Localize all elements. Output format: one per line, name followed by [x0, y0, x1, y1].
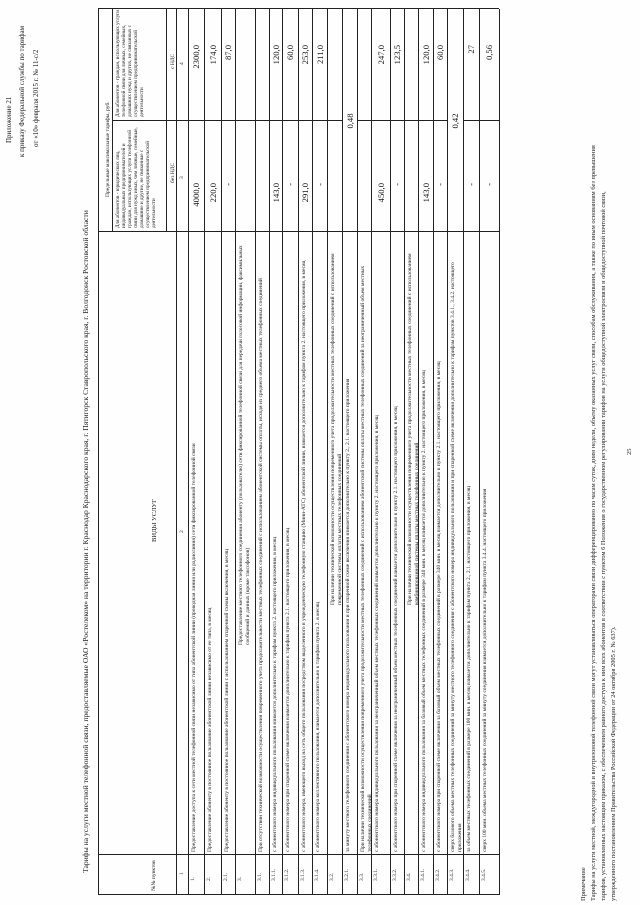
value-without-vat: 0,48	[344, 113, 355, 129]
column-divider	[188, 120, 204, 121]
row-service-text: При наличии технической возможности осуществления повременного учета продолжительности местных телефонных соединений с использованием комбинированной системы оплаты местных телефонных соединений	[406, 253, 420, 605]
appendix-label: Приложение 21	[5, 96, 13, 143]
header-divider	[176, 9, 177, 895]
note-line-2: тарифов, установленных настоящим приказом, с обеспечением равного доступа к ним всех абонентов в соответствии с пунктом 6 Положения о государственном регулировании тарифов на услуги общедоступной электросвязи и общедоступной почтовой связи,	[600, 191, 607, 901]
column-divider	[463, 120, 479, 121]
row-service-text: с абонентского номера при спаренной схеме включения взимается дополнительно к тарифам пункта 2.1. настоящего приложения, в месяц	[284, 527, 291, 852]
row-number: 3.1.	[256, 872, 263, 881]
row-service-text: с абонентского номера индивидуального пользования за базовый объем местных телефонных соединений в размере 340 мин. в месяц взимается дополнительно к пункту 2. настоящего приложения, в месяц	[420, 370, 427, 852]
row-divider	[390, 9, 391, 895]
row-divider	[499, 9, 500, 895]
row-number: 3.4.3.	[448, 868, 455, 881]
row-service-text: за минуту местного телефонного соединения с абонентского номера индивидуального пользования и при спаренной схеме включения взимается дополнительно к пункту 2., 2.1. настоящего приложения	[344, 378, 351, 852]
row-number: 3.4.2.	[434, 868, 441, 881]
row-number: 3.4.	[405, 872, 412, 881]
value-without-vat: 220,0	[207, 183, 218, 203]
column-divider	[418, 120, 433, 121]
value-without-vat: -	[223, 183, 233, 186]
row-service-text: с абонентского номера, имеющего выход на сеть общего пользования посредством выделенного в учрежденческую телефонную станцию (Мини-АТС) абонентской линии, взимается дополнительно к тарифам пункта 2. настоящего приложения, в месяц	[300, 260, 307, 852]
row-divider	[479, 9, 480, 895]
col-number-3: 3	[179, 176, 185, 179]
row-number: 2.	[205, 876, 212, 881]
row-divider	[371, 9, 372, 895]
row-divider	[447, 9, 448, 895]
value-with-vat: 2300,0	[191, 45, 201, 69]
value-with-vat: 247,0	[375, 45, 386, 65]
order-date-number: от «10» февраля 2015 г. № 11-с/2	[32, 49, 40, 147]
tariff-group-header: Предельные максимальные тарифы, руб.	[105, 101, 111, 197]
row-number: 3.4.5.	[480, 868, 487, 881]
row-number: 3.3.	[358, 872, 365, 881]
value-without-vat: -	[466, 183, 476, 186]
row-number: 3.4.1.	[419, 868, 426, 881]
row-divider	[357, 9, 358, 895]
row-number: 3.3.1.	[372, 868, 379, 881]
row-service-text: с абонентского номера при спаренной схеме включения за неограниченный объем местных телефонных соединений взимается дополнительно к пункту 2.1. настоящего приложения, в месяц	[392, 406, 399, 852]
col3-subheader: без НДС	[170, 162, 176, 183]
row-divider	[298, 9, 299, 895]
col-num-header: №№ пунктов	[151, 860, 157, 891]
row-number: 3.4.4.	[464, 868, 471, 881]
order-reference: к приказу Федеральной службы по тарифам	[18, 25, 26, 157]
row-number: 3.1.3.	[299, 868, 306, 881]
row-number: 3.2.	[328, 872, 335, 881]
value-without-vat: -	[285, 183, 295, 186]
row-number: 3.1.1.	[270, 868, 277, 881]
col-number-4: 4	[179, 62, 185, 65]
column-divider	[390, 120, 404, 121]
row-divider	[255, 9, 256, 895]
row-divider	[282, 9, 283, 895]
row-divider	[269, 9, 270, 895]
value-with-vat: 123,5	[392, 45, 402, 65]
value-without-vat: 4000,0	[191, 183, 201, 207]
row-number: 3.1.4.	[313, 868, 320, 881]
table-border-left	[98, 894, 499, 895]
value-with-vat: 120,0	[420, 45, 431, 65]
value-with-vat: 27	[466, 45, 476, 54]
row-service-text: Предоставление доступа к сети местной телефонной связи независимо от типа абонентской линии (проводная линия или радиолиния) сети фиксированной телефонной связи	[190, 443, 197, 852]
row-divider	[188, 9, 189, 895]
column-divider	[235, 120, 255, 121]
column-divider	[255, 120, 269, 121]
col-service-header: ВИДЫ УСЛУГ	[151, 499, 158, 542]
column-divider	[404, 120, 418, 121]
column-divider	[433, 120, 447, 121]
value-without-vat: 450,0	[375, 183, 386, 203]
value-with-vat: 174,0	[207, 45, 218, 65]
row-number: 3.	[236, 876, 243, 881]
value-without-vat: -	[435, 183, 445, 186]
note-title: Примечание	[580, 867, 587, 901]
note-line-3: утвержденного постановлением Правительства Российской Федерации от 24 октября 2005 г. № 637).	[610, 626, 617, 901]
col3-header: Для абонентов - юридических лиц, индивидуальных предпринимателей и граждан, использующих услуги телефонной связи для нужд иных, чем личные, семейные, домашние и другие, не связанные с осуществлением предпринимательской деятельности	[115, 127, 157, 228]
row-service-text: Предоставление абоненту в постоянное пользование абонентской линии с использованием спаренной схемы включения, в месяц	[223, 549, 230, 852]
value-without-vat: -	[314, 183, 325, 186]
row-number: 1.	[189, 876, 196, 881]
row-service-text: Предоставление местного телефонного соединения абоненту (пользователю) сети фиксированной телефонной связи для передачи голосовой информации, факсимильных сообщений и данных (кроме таксофонов)	[237, 245, 251, 645]
row-service-text: с абонентского номера коллективного пользования, взимается дополнительно к тарифам пункта 2. в месяц	[314, 601, 321, 852]
row-service-text: Предоставление абоненту в постоянное пользование абонентской линии независимо от ее типа, в месяц	[206, 607, 213, 852]
value-without-vat: 291,0	[300, 183, 310, 203]
col-number-1: 1	[179, 872, 185, 875]
row-number: 2.1.	[222, 872, 229, 881]
value-without-vat: 143,0	[420, 183, 431, 203]
column-divider	[282, 120, 298, 121]
column-divider	[479, 120, 499, 121]
row-divider	[204, 9, 205, 895]
row-service-text: При наличии технической возможности осуществления повременного учета продолжительности местных телефонных соединений с использованием абонентской системы оплаты местных телефонных соединений за неограниченный объем местных телефонных соединений	[359, 265, 373, 852]
column-divider	[112, 120, 188, 121]
row-service-text: за объем местных телефонных соединений в размере 100 мин. в месяц взимается дополнительно к тарифам пункта 2., 2.1. настоящего приложения, в месяц	[465, 486, 472, 852]
row-divider	[312, 9, 313, 895]
row-divider	[221, 9, 222, 895]
column-divider	[98, 854, 499, 855]
column-divider	[357, 120, 371, 121]
row-divider	[235, 9, 236, 895]
col4-subheader: с НДС	[170, 53, 176, 69]
column-divider	[327, 120, 342, 121]
column-divider	[298, 120, 312, 121]
value-without-vat: 143,0	[270, 183, 281, 203]
column-divider	[371, 120, 390, 121]
table-border-top	[98, 9, 99, 895]
row-service-text: с абонентского номера при спаренной схеме включения за базовый объем местных телефонных соединений в размере 340 мин. в месяц взимается дополнительно к пункту 2.1. настоящего приложения, в месяц	[435, 361, 442, 852]
value-with-vat: 211,0	[314, 45, 325, 65]
col4-header: Для абонентов - граждан, использующих услуги телефонной связи для личных, семейных, домашних нужд и других, не связанных с осуществлением предпринимательской деятельности	[115, 9, 145, 117]
note-line-1: Тарифы на услуги местной, междугородной и внутризоновой телефонной связи могут устанавливаться операторами связи дифференцированно по часам суток, дням недели, объему оказанных услуг связи, способам обслуживания, а также по иным основаниям без превышения	[590, 145, 597, 901]
row-service-text: сверх базового объема местных телефонных соединений за минуту местного телефонного соединения с абонентского номера индивидуального пользования и при спаренной схеме включения дополнительно к тарифам пунктов 3.4.1., 3.4.2. настоящего приложения	[449, 262, 463, 852]
row-service-text: с абонентского номера индивидуального пользования за неограниченный объем местных телефонных соединений взимается дополнительно к пункту 2. настоящего приложения, в месяц	[373, 415, 380, 852]
row-divider	[404, 9, 405, 895]
row-divider	[342, 9, 343, 895]
row-divider	[327, 9, 328, 895]
value-without-vat: -	[392, 183, 402, 186]
row-divider	[433, 9, 434, 895]
column-divider	[221, 120, 235, 121]
column-divider	[312, 120, 327, 121]
column-divider	[269, 120, 282, 121]
value-without-vat: -	[484, 183, 494, 186]
page-number: 25	[626, 448, 633, 455]
value-with-vat: 253,0	[300, 45, 310, 65]
row-number: 3.1.2.	[283, 868, 290, 881]
col-number-2: 2	[179, 530, 185, 533]
row-service-text: При наличии технической возможности осуществления повременного учета продолжительности местных телефонных соединений с использованием повременной системы оплаты местных телефонных соединений	[329, 253, 343, 605]
column-divider	[204, 120, 221, 121]
row-service-text: с абонентского номера индивидуального пользования взимается дополнительно к тарифам пункта 2. настоящего приложения, в месяц	[271, 536, 278, 852]
row-number: 3.3.2.	[391, 868, 398, 881]
document-title: Тарифы на услуги местной телефонной связи, предоставляемые ОАО «Ростелеком» на территории г. Краснодар Краснодарского края, г. Пятигорск Ставропольского края, г. Волгодонск Ростовской области	[81, 210, 90, 873]
value-with-vat: 120,0	[270, 45, 281, 65]
value-with-vat: 0,56	[484, 45, 494, 61]
row-divider	[463, 9, 464, 895]
row-service-text: сверх 100 мин. объема местных телефонных соединений за минуту соединения взимается дополнительно к тарифам пункта 3.4.4. настоящего приложения	[481, 488, 488, 852]
value-with-vat: 87,0	[223, 45, 233, 61]
value-with-vat: 60,0	[285, 45, 295, 61]
value-with-vat: 60,0	[435, 45, 445, 61]
row-number: 3.2.1.	[343, 868, 350, 881]
row-service-text: При отсутствии технической возможности осуществления повременного учета продолжительности местных телефонных соединений с использованием абонентской системы оплаты, исходя из среднего объема местных телефонных соединений	[257, 278, 264, 852]
value-without-vat: 0,42	[450, 113, 460, 129]
